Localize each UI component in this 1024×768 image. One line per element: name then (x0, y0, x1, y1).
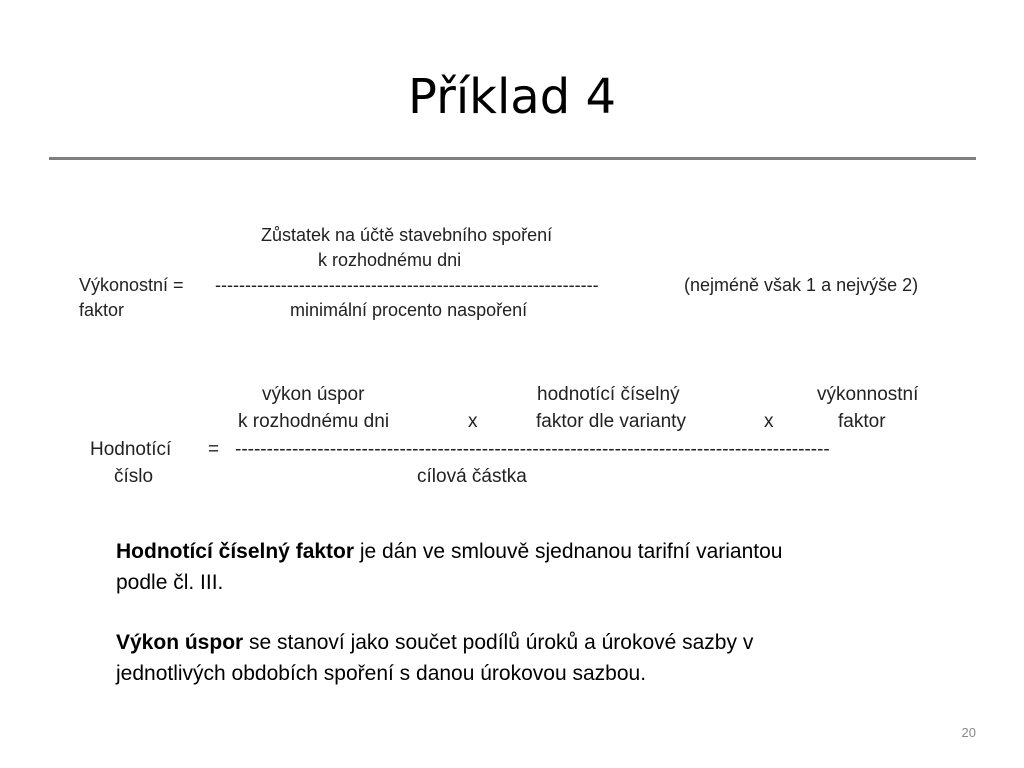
note-evaluation-factor (116, 536, 836, 598)
note-savings-performance (116, 627, 836, 689)
formula1-lhs: Výkonostní = (79, 275, 184, 295)
page-number: 20 (961, 725, 976, 740)
note-savings-performance-text: se stanoví jako součet podílů úroků a úrokové sazby v jednotlivých obdobích spoření s danou úrokovou sazbou. (116, 631, 754, 685)
formula2-equals: = (208, 439, 220, 460)
formula2-times2: x (764, 411, 774, 432)
formula2-denominator: cílová částka (417, 466, 527, 487)
formula2-lhs-line2: číslo (114, 466, 154, 487)
formula2-fraction-bar: ---------------------------------------------------------------------------------------------- (235, 439, 830, 460)
formula2-term1-line1: výkon úspor (262, 384, 365, 405)
formula2-term1-line2: k rozhodnému dni (238, 411, 390, 432)
formula2-times1: x (468, 411, 478, 432)
note-evaluation-factor-text: je dán ve smlouvě sjednanou tarifní variantou podle čl. III. (116, 540, 783, 594)
slide-title: Příklad 4 (408, 69, 616, 125)
note-savings-performance-term: Výkon úspor (116, 631, 244, 654)
formula1-numerator-line2: k rozhodnému dni (318, 250, 462, 270)
formula2-term3-line1: výkonnostní (817, 384, 919, 405)
formula1-denominator: minimální procento naspoření (290, 300, 528, 320)
formula2-term3-line2: faktor (838, 411, 886, 432)
note-evaluation-factor-term: Hodnotící číselný faktor (116, 540, 355, 563)
formula1-numerator-line1: Zůstatek na účtě stavebního spoření (261, 225, 553, 245)
formula1-fraction-bar: ---------------------------------------------------------------- (215, 275, 599, 295)
formula2-lhs: Hodnotící (90, 439, 172, 460)
formula2-term2-line1: hodnotící číselný (537, 384, 680, 405)
title-divider (49, 157, 976, 160)
formula1-lhs-line2: faktor (79, 300, 125, 320)
formula1-condition: (nejméně však 1 a nejvýše 2) (684, 275, 919, 295)
formula2-term2-line2: faktor dle varianty (536, 411, 686, 432)
